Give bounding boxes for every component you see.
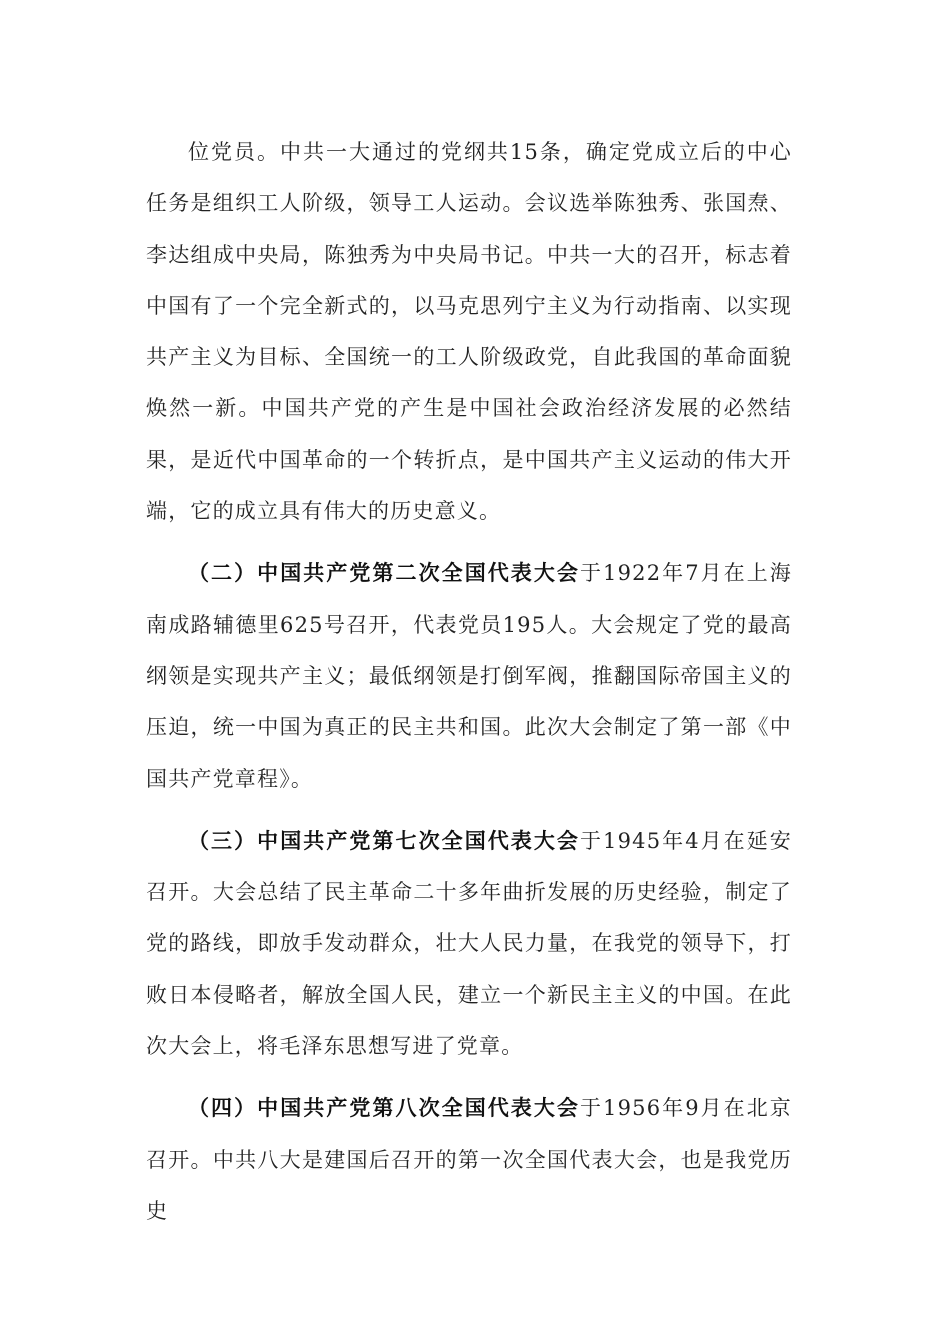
paragraph-text: 于1945年4月在延安召开。大会总结了民主革命二十多年曲折发展的历史经验，制定了党的路线，即放手发动群众，壮大人民力量，在我党的领导下，打败日本侵略者，解放全国人民，建立一个新民主主义的中国。在此次大会上，将毛泽东思想写进了党章。 [146,828,792,1059]
paragraph-text: 于1956年9月在北京召开。中共八大是建国后召开的第一次全国代表大会，也是我党历史 [146,1096,792,1223]
paragraph-heading: （三）中国共产党第七次全国代表大会 [188,827,580,853]
paragraph-heading: （二）中国共产党第二次全国代表大会 [188,560,580,586]
document-body [146,126,792,1237]
paragraph-first-congress-summary [146,126,792,537]
paragraph-seventh-congress [146,815,792,1072]
paragraph-text: 位党员。中共一大通过的党纲共15条，确定党成立后的中心任务是组织工人阶级，领导工人运动。会议选举陈独秀、张国焘、李达组成中央局，陈独秀为中央局书记。中共一大的召开，标志着中国有了一个完全新式的，以马克思列宁主义为行动指南、以实现共产主义为目标、全国统一的工人阶级政党，自此我国的革命面貌焕然一新。中国共产党的产生是中国社会政治经济发展的必然结果，是近代中国革命的一个转折点，是中国共产主义运动的伟大开端，它的成立具有伟大的历史意义。 [146,140,792,524]
paragraph-second-congress [146,547,792,804]
paragraph-heading: （四）中国共产党第八次全国代表大会 [188,1095,580,1121]
paragraph-eighth-congress [146,1082,792,1237]
paragraph-text: 于1922年7月在上海南成路辅德里625号召开，代表党员195人。大会规定了党的最高纲领是实现共产主义；最低纲领是打倒军阀，推翻国际帝国主义的压迫，统一中国为真正的民主共和国。此次大会制定了第一部《中国共产党章程》。 [146,561,792,791]
